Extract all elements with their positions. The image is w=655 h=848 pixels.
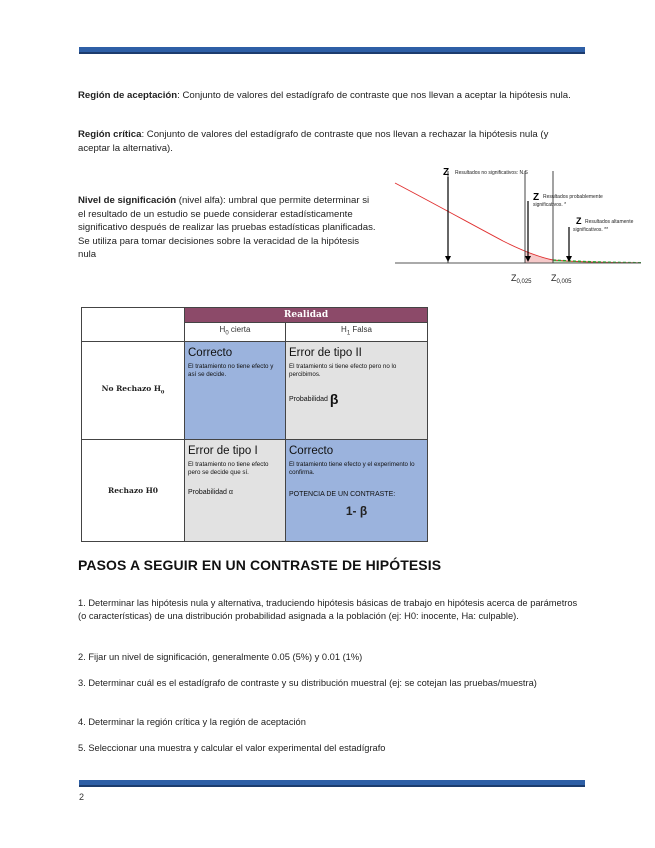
cell-correcto-2-title: Correcto bbox=[289, 444, 334, 457]
table-row-rechazo bbox=[82, 439, 428, 541]
page-number: 2 bbox=[79, 792, 85, 802]
tick-z-0005 bbox=[551, 273, 572, 285]
cell-error-tipo-2-desc: El tratamiento si tiene efecto pero no lo percibimos. bbox=[289, 362, 397, 378]
table-row-no-rechazo bbox=[82, 341, 428, 439]
region-aceptacion-text: : Conjunto de valores del estadígrafo de contraste que nos llevan a aceptar la hipótesis nula. bbox=[177, 90, 571, 101]
label-hsig-2: significativos. ** bbox=[573, 227, 609, 233]
tick-z-0025 bbox=[511, 273, 532, 285]
cell-error-tipo-1-title: Error de tipo I bbox=[188, 444, 258, 457]
table-subheader-row bbox=[82, 323, 428, 342]
table-header-realidad: Realidad bbox=[185, 308, 428, 323]
bottom-rule bbox=[79, 780, 585, 787]
cell-error-tipo-1 bbox=[185, 439, 286, 541]
row-label-no-rechazo-sub: 0 bbox=[160, 389, 165, 396]
region-critica-paragraph bbox=[78, 128, 558, 155]
table-header-row bbox=[82, 308, 428, 323]
row-label-no-rechazo-text: No Rechazo H bbox=[101, 384, 161, 394]
cell-error-tipo-2-title: Error de tipo II bbox=[289, 346, 362, 359]
col-h0-cierta-sub: 0 bbox=[225, 330, 229, 337]
col-h1-falsa-rest: Falsa bbox=[350, 325, 372, 334]
critical-region-figure bbox=[393, 163, 643, 291]
z-label-hsig: Z bbox=[576, 216, 582, 226]
cell-correcto-2-desc: El tratamiento tiene efecto y el experimento lo confirma. bbox=[289, 460, 415, 476]
region-aceptacion-paragraph bbox=[78, 89, 578, 103]
region-critica-text: : Conjunto de valores del estadígrafo de contraste que nos llevan a rechazar la hipótesis nula (y aceptar la alternativa). bbox=[78, 129, 549, 154]
cell-error-tipo-1-prob-label: Probabilidad bbox=[188, 488, 229, 496]
table-corner-2 bbox=[82, 323, 185, 342]
col-h1-falsa-sub: 1 bbox=[346, 330, 351, 337]
col-h0-cierta-rest: cierta bbox=[228, 325, 251, 334]
col-h1-falsa bbox=[286, 323, 428, 342]
table-corner bbox=[82, 308, 185, 323]
label-ns: Resultados no significativos: N.S bbox=[455, 170, 528, 176]
region-aceptacion-term: Región de aceptación bbox=[78, 90, 178, 101]
tick-z-0025-main: Z bbox=[511, 273, 517, 283]
cell-error-tipo-2-prob bbox=[289, 391, 427, 407]
label-sig-1: Resultados probablemente bbox=[543, 194, 603, 200]
cell-power-value: 1- β bbox=[345, 503, 368, 518]
cell-correcto-1 bbox=[185, 341, 286, 439]
row-label-no-rechazo bbox=[82, 341, 185, 439]
nivel-significacion-paragraph bbox=[78, 194, 378, 262]
cell-correcto-2 bbox=[286, 439, 428, 541]
cell-power-label: POTENCIA DE UN CONTRASTE: bbox=[289, 490, 396, 498]
step-5: 5. Seleccionar una muestra y calcular el valor experimental del estadígrafo bbox=[78, 743, 386, 753]
tick-z-0005-sub: 0,005 bbox=[556, 279, 572, 285]
row-label-rechazo: Rechazo H0 bbox=[82, 439, 185, 541]
arrow-ns-head bbox=[445, 256, 451, 262]
top-rule bbox=[79, 47, 585, 54]
label-sig-2: significativos. * bbox=[533, 202, 567, 208]
decision-table bbox=[81, 307, 428, 542]
region-critica-term: Región crítica bbox=[78, 129, 142, 140]
nivel-significacion-text: (nivel alfa): umbral que permite determinar si el resultado de un estudio se puede considerar estadísticamente significativo después de realizar las pruebas estadísticas planificadas. Se utiliza para tomar decisiones sobre la veracidad de la hipótesis nula bbox=[78, 195, 376, 260]
cell-correcto-1-desc: El tratamiento no tiene efecto y así se decide. bbox=[188, 362, 274, 378]
z-label-sig: Z bbox=[533, 192, 540, 203]
col-h1-falsa-h: H bbox=[341, 325, 347, 334]
cell-correcto-1-title: Correcto bbox=[188, 346, 233, 359]
step-2: 2. Fijar un nivel de significación, generalmente 0.05 (5%) y 0.01 (1%) bbox=[78, 652, 363, 662]
steps-title: PASOS A SEGUIR EN UN CONTRASTE DE HIPÓTESIS bbox=[78, 557, 442, 573]
beta-symbol: β bbox=[329, 390, 339, 407]
col-h0-cierta bbox=[185, 323, 286, 342]
z-label-ns: Z bbox=[443, 167, 450, 178]
cell-error-tipo-1-prob bbox=[188, 489, 285, 496]
cell-error-tipo-2 bbox=[286, 341, 428, 439]
nivel-significacion-term: Nivel de significación bbox=[78, 195, 177, 206]
alpha-symbol: α bbox=[228, 488, 233, 496]
col-h0-cierta-h: H bbox=[219, 325, 226, 334]
cell-error-tipo-1-desc: El tratamiento no tiene efecto pero se decide que sí. bbox=[188, 460, 269, 476]
cell-error-tipo-2-prob-label: Probabilidad bbox=[289, 395, 330, 403]
tick-z-0025-sub: 0,025 bbox=[516, 279, 532, 285]
label-hsig-1: Resultados altamente bbox=[585, 219, 634, 225]
step-3: 3. Determinar cuál es el estadígrafo de contraste y su distribución muestral (ej: se cotejan las pruebas/muestra) bbox=[78, 678, 537, 688]
tick-z-0005-main: Z bbox=[551, 273, 557, 283]
step-1: 1. Determinar las hipótesis nula y alternativa, traduciendo hipótesis básicas de trabajo en hipótesis acerca de parámetros (o características) de una distribución probabilidad asignada a la población (ej: H0: inocente, Ha: culpable). bbox=[78, 598, 578, 621]
step-4: 4. Determinar la región crítica y la región de aceptación bbox=[78, 717, 306, 727]
